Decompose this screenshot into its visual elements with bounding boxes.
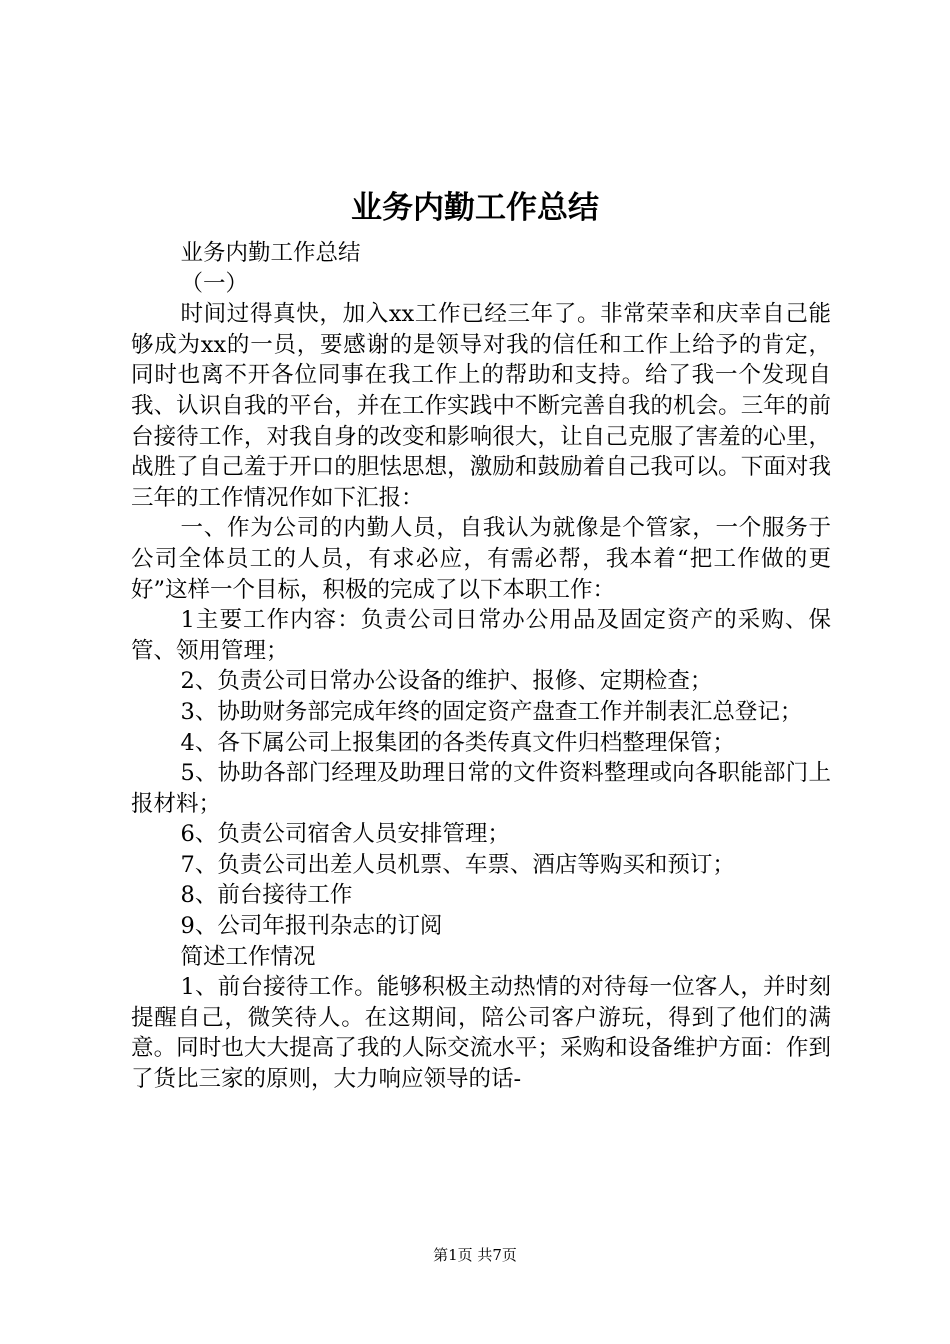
paragraph-subtitle: 业务内勤工作总结 — [180, 240, 361, 266]
paragraph-duty-3: 3、协助财务部完成年终的固定资产盘查工作并制表汇总登记； — [180, 698, 803, 725]
page-footer: 第1页 共7页 — [433, 1246, 517, 1264]
paragraph-duty-9: 9、公司年报刊杂志的订阅 — [180, 913, 443, 940]
paragraph-intro: 时间过得真快，加入xx工作已经三年了。非常荣幸和庆幸自己能够成为xx的一员，要感谢的是领导对我的信任和工作上给予的肯定，同时也离不开各位同事在我工作上的帮助和支持。给了我一个发现自我、认识自我的平台，并在工作实践中不断完善自我的机会。三年的前台接待工作，对我自身的改变和影响很大，让自己克服了害羞的心里，战胜了自己羞于开口的胆怯思想，激励和鼓励着自己我可以。下面对我三年的工作情况作如下汇报： — [131, 301, 831, 511]
paragraph-work-overview-1: 1、前台接待工作。能够积极主动热情的对待每一位客人，并时刻提醒自己，微笑待人。在这期间，陪公司客户游玩，得到了他们的满意。同时也大大提高了我的人际交流水平；采购和设备维护方面：作到了货比三家的原则，大力响应领导的话- — [131, 974, 831, 1093]
paragraph-section-number: （一） — [180, 270, 249, 297]
paragraph-duty-5: 5、协助各部门经理及助理日常的文件资料整理或向各职能部门上报材料； — [131, 760, 831, 817]
paragraph-work-overview-heading: 简述工作情况 — [180, 943, 316, 970]
paragraph-role-summary: 一、作为公司的内勤人员，自我认为就像是个管家，一个服务于公司全体员工的人员，有求必应，有需必帮，我本着“把工作做的更好”这样一个目标，积极的完成了以下本职工作： — [131, 515, 831, 603]
paragraph-duty-2: 2、负责公司日常办公设备的维护、报修、定期检查； — [180, 668, 713, 695]
document-body — [131, 238, 831, 1095]
paragraph-duty-1: 1主要工作内容：负责公司日常办公用品及固定资产的采购、保管、领用管理； — [131, 607, 831, 664]
paragraph-duty-8: 8、前台接待工作 — [180, 882, 353, 909]
document-title: 业务内勤工作总结 — [351, 190, 599, 226]
paragraph-duty-7: 7、负责公司出差人员机票、车票、酒店等购买和预订； — [180, 851, 735, 878]
paragraph-duty-6: 6、负责公司宿舍人员安排管理； — [180, 821, 510, 848]
paragraph-duty-4: 4、各下属公司上报集团的各类传真文件归档整理保管； — [180, 729, 735, 756]
